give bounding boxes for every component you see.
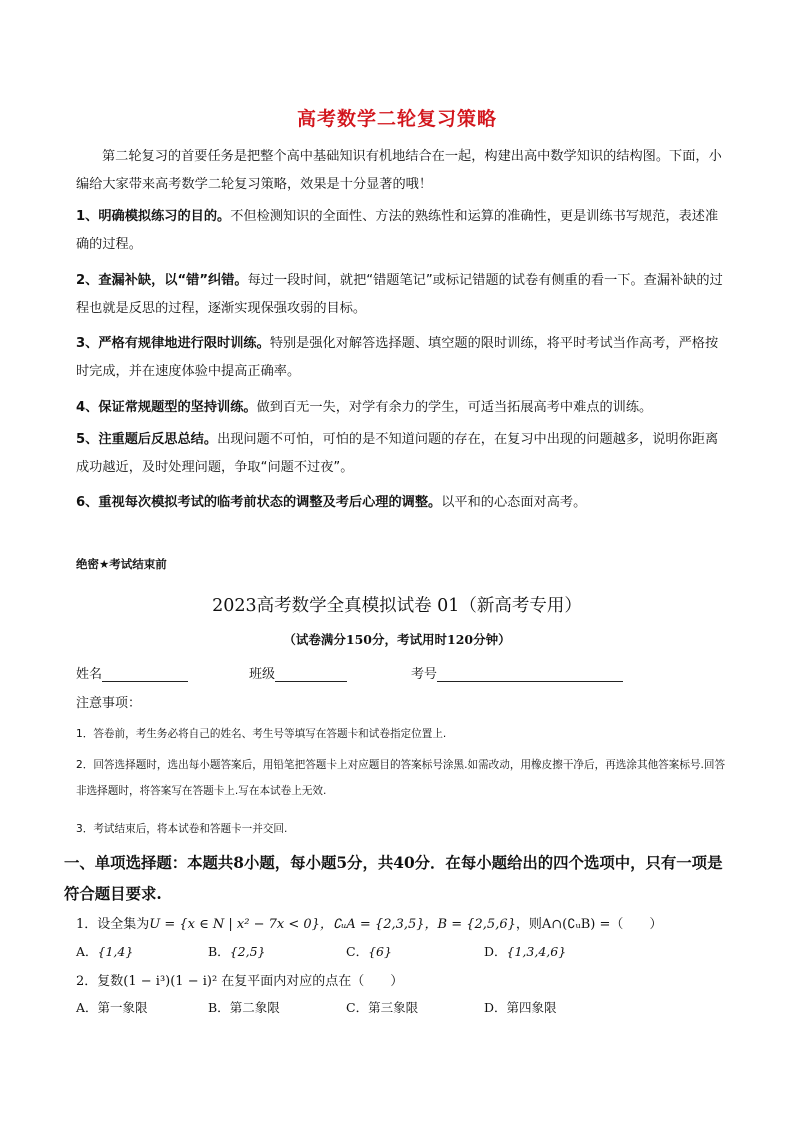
q1-option-c <box>346 942 392 960</box>
q2-option-d-text: 第四象限 <box>506 1000 557 1015</box>
q1-set-b: ，B = {2,5,6} <box>424 917 516 932</box>
name-blank <box>102 666 188 682</box>
tip-6-body: 以平和的心态面对高考。 <box>441 495 587 510</box>
q2-option-a <box>76 998 148 1016</box>
note-1: 1．答卷前，考生务必将自己的姓名、考生号等填写在答题卡和试卷指定位置上. <box>76 728 447 740</box>
tip-5-body: 出现问题不可怕，可怕的是不知道问题的存在，在复习中出现的问题越多，说明你距离成功越近，及时处理问题，争取“问题不过夜”。 <box>76 432 719 475</box>
q1-option-c-text: {6} <box>368 944 392 959</box>
tip-5-head: 5、注重题后反思总结。 <box>76 432 218 447</box>
q2-option-b-label: B． <box>208 1000 230 1015</box>
question-1-stem <box>76 913 736 932</box>
question-2-options <box>0 998 794 1020</box>
name-field <box>76 663 188 682</box>
question-1-options <box>0 942 794 964</box>
q1-set-a: ，∁ᵤA = {2,3,5} <box>319 917 425 932</box>
q1-option-a-label: A． <box>76 944 98 959</box>
class-label: 班级 <box>249 667 276 682</box>
tip-1-body: 不但检测知识的全面性、方法的熟练性和运算的准确性，更是训练书写规范，表述准确的过程。 <box>76 209 719 252</box>
q2-option-d-label: D． <box>484 1000 507 1015</box>
q2-stem-text: 复数(1 − i³)(1 − i)² 在复平面内对应的点在（ ） <box>97 974 404 989</box>
q1-option-a <box>76 942 133 960</box>
question-2-stem <box>76 970 403 989</box>
tip-3 <box>76 330 726 386</box>
exam-title: 2023高考数学全真模拟试卷 01（新高考专用） <box>212 596 582 616</box>
q2-number: 2． <box>76 974 98 989</box>
tip-1-head: 1、明确模拟练习的目的。 <box>76 209 231 224</box>
tip-3-head: 3、严格有规律地进行限时训练。 <box>76 336 270 351</box>
q1-set-u: U = {x ∈ N | x² − 7x < 0} <box>149 917 320 932</box>
name-label: 姓名 <box>76 667 103 682</box>
q2-option-b <box>208 998 280 1016</box>
intro-paragraph: 第二轮复习的首要任务是把整个高中基础知识有机地结合在一起，构建出高中数学知识的结构图。下面，小编给大家带来高考数学二轮复习策略，效果是十分显著的哦！ <box>76 149 722 192</box>
q1-option-d-text: {1,3,4,6} <box>506 944 567 959</box>
q1-number: 1． <box>76 917 98 932</box>
q2-option-c <box>346 998 418 1016</box>
q2-option-b-text: 第二象限 <box>229 1000 280 1015</box>
q2-option-c-text: 第三象限 <box>368 1000 419 1015</box>
q1-option-a-text: {1,4} <box>97 944 134 959</box>
tip-3-body: 特别是强化对解答选择题、填空题的限时训练，将平时考试当作高考，严格按时完成，并在速度体验中提高正确率。 <box>76 336 719 379</box>
tip-2 <box>76 267 726 323</box>
tip-6-head: 6、重视每次模拟考试的临考前状态的调整及考后心理的调整。 <box>76 495 442 510</box>
q2-option-a-text: 第一象限 <box>97 1000 148 1015</box>
q1-option-d-label: D． <box>484 944 507 959</box>
q1-ask: ，则A∩(∁ᵤB) =（ ） <box>515 917 663 932</box>
tip-4-head: 4、保证常规题型的坚持训练。 <box>76 400 257 415</box>
exam-subtitle: （试卷满分150分，考试用时120分钟） <box>283 632 511 647</box>
section-1-heading: 一、单项选择题：本题共8小题，每小题5分，共40分．在每小题给出的四个选项中，只有一项是符合题目要求. <box>64 854 723 903</box>
q2-option-d <box>484 998 557 1016</box>
note-2: 2．回答选择题时，选出每小题答案后，用铅笔把答题卡上对应题目的答案标号涂黑.如需改动，用橡皮擦干净后，再选涂其他答案标号.回答非选择题时，将答案写在答题卡上.写在本试卷上无效. <box>76 759 726 797</box>
q2-option-c-label: C． <box>346 1000 369 1015</box>
tip-1 <box>76 203 726 259</box>
q1-stem-text: 设全集为 <box>97 917 150 932</box>
tip-2-body: 每过一段时间，就把“错题笔记”或标记错题的试卷有侧重的看一下。查漏补缺的过程也就是反思的过程，逐渐实现保强攻弱的目标。 <box>76 273 723 316</box>
notes-heading: 注意事项： <box>76 696 142 711</box>
id-label: 考号 <box>411 667 438 682</box>
q1-option-b-label: B． <box>208 944 230 959</box>
q2-option-a-label: A． <box>76 1000 98 1015</box>
class-field <box>249 663 347 682</box>
tip-6 <box>76 489 726 517</box>
tip-2-head: 2、查漏补缺，以“错”纠错。 <box>76 273 248 288</box>
q1-option-d <box>484 942 566 960</box>
page-title: 高考数学二轮复习策略 <box>296 108 497 130</box>
tip-4 <box>76 394 726 422</box>
q1-option-c-label: C． <box>346 944 369 959</box>
note-3: 3．考试结束后，将本试卷和答题卡一并交回. <box>76 823 288 835</box>
tip-4-body: 做到百无一失，对学有余力的学生，可适当拓展高考中难点的训练。 <box>256 400 653 415</box>
q1-option-b-text: {2,5} <box>229 944 266 959</box>
q1-option-b <box>208 942 265 960</box>
class-blank <box>275 666 347 682</box>
id-blank <box>437 666 623 682</box>
id-field <box>411 663 623 682</box>
confidential-label: 绝密★考试结束前 <box>76 557 167 571</box>
tip-5 <box>76 426 726 482</box>
